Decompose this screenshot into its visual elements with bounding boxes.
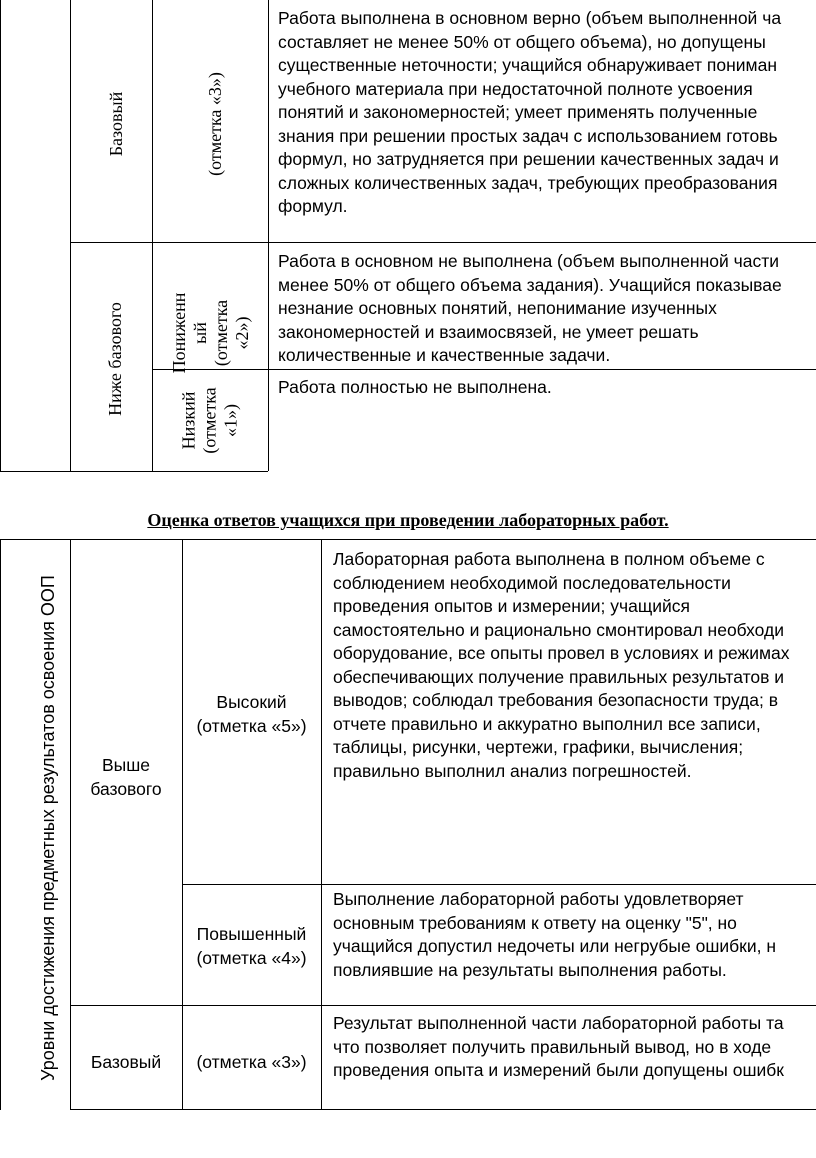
row-below-basic-description: Работа в основном не выполнена (объем выполненной части менее 50% от общего объема задания). Учащийся показывае незнание основных понятий, непонимание изученных закономерностей и взаимосвязей, не умеет решать количественные и качественные задачи.	[278, 251, 782, 365]
mark-4-label: Повышенный (отметка «4»)	[196, 924, 307, 968]
bottom-table-bottom-border	[70, 1109, 816, 1110]
row-elevated-description: Выполнение лабораторной работы удовлетворяет основным требованиям к ответу на оценку "5", но учащийся допустил недочеты или негрубые ошибки, н повлиявшие на результаты выполнения работы.	[333, 889, 776, 980]
group-above-basic-label: Выше базового	[90, 755, 162, 799]
bottom-table-divider-1	[70, 539, 71, 1110]
level-basic-label: Базовый	[106, 91, 126, 157]
bottom-table-divider-2	[182, 539, 183, 1110]
row-low-description: Работа полностью не выполнена.	[278, 377, 552, 397]
top-table-divider-3	[268, 0, 269, 471]
bottom-table-row-divider-1	[182, 884, 816, 885]
level-basic-label-bottom: Базовый	[90, 1052, 162, 1072]
bottom-table-divider-3	[321, 539, 322, 1110]
top-table-divider-2	[152, 0, 153, 471]
mark-2-label: Пониженн ый (отметка «2»)	[169, 292, 252, 374]
top-table-border-left	[0, 0, 1, 471]
bottom-table-border-left	[0, 539, 1, 1110]
row-basic-description: Работа выполнена в основном верно (объем выполненной ча составляет не менее 50% от общего объема), но допущены существенные неточности; учащийся обнаруживает пониман учебного материала при недостаточной полноте усвоения понятий и закономерностей; умеет применять полученные знания при решении простых задач с использованием готовь формул, но затрудняется при решении качественных задач и сложных количественных задач, требующих преобразования формул.	[278, 8, 782, 216]
mark-5-label: Высокий (отметка «5»)	[196, 692, 307, 736]
row-basic-lab-description: Результат выполненной части лабораторной работы та что позволяет получить правильный вывод, но в ходе проведения опыта и измерений были допущены ошибк	[333, 1013, 784, 1080]
side-label-levels: Уровни достижения предметных результатов освоения ООП	[38, 575, 58, 1081]
top-table-divider-1	[70, 0, 71, 471]
section-heading: Оценка ответов учащихся при проведении лабораторных работ.	[147, 510, 669, 530]
top-table-row-divider-1	[70, 242, 816, 243]
level-below-basic-label: Ниже базового	[105, 302, 125, 416]
row-high-description: Лабораторная работа выполнена в полном объеме с соблюдением необходимой последовательности проведения опытов и измерении; учащийся самостоятельно и рационально смонтировал необходи оборудование, все опыты провел в условиях и режимах обеспечивающих получение правильных результатов и выводов; соблюдал требования безопасности труда; в отчете правильно и аккуратно выполнил все записи, таблицы, рисунки, чертежи, графики, вычисления; правильно выполнил анализ погрешностей.	[333, 549, 790, 781]
mark-3-label: (отметка «3»)	[205, 72, 225, 176]
bottom-table-top-border	[0, 539, 816, 540]
mark-1-label: Низкий (отметка «1»)	[178, 387, 241, 454]
bottom-table-row-divider-2	[70, 1005, 816, 1006]
mark-3-label-bottom: (отметка «3»)	[196, 1052, 307, 1072]
